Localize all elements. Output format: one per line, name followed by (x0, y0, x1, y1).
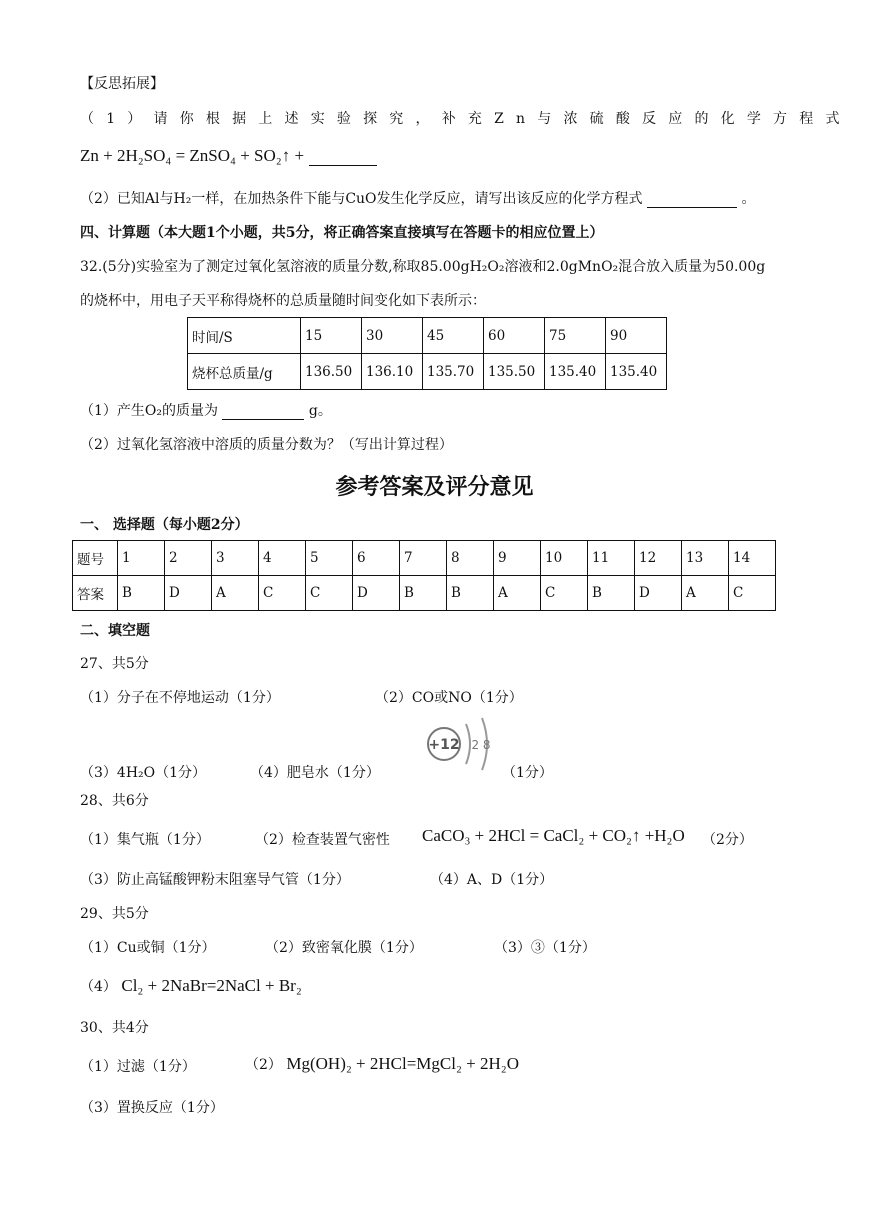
q28-1: （1）集气瓶（1分） (80, 832, 210, 848)
table-cell: 2 (165, 541, 212, 576)
answers-sec2-heading: 二、填空题 (80, 623, 150, 639)
answer-blank (309, 151, 377, 166)
table-cell: 9 (494, 541, 541, 576)
choice-answer-table (72, 540, 776, 611)
table-cell: 15 (301, 318, 362, 354)
table-header-mass: 烧杯总质量/g (188, 354, 301, 390)
q29-3: （3）③（1分） (494, 940, 596, 956)
table-cell: D (635, 576, 682, 611)
q30-3: （3）置换反应（1分） (80, 1100, 224, 1116)
q30-2-formula: Mg(OH)₂ + 2HCl=MgCl₂ + 2H₂O (286, 1054, 519, 1073)
table-cell: 3 (212, 541, 259, 576)
table-cell: 90 (606, 318, 667, 354)
table-cell: 1 (118, 541, 165, 576)
table-cell: B (447, 576, 494, 611)
mass-time-table (187, 317, 667, 390)
q30-2-label: （2） (245, 1057, 282, 1073)
table-header-answer: 答案 (73, 576, 118, 611)
table-cell: 30 (362, 318, 423, 354)
table-cell: 12 (635, 541, 682, 576)
table-cell: 7 (400, 541, 447, 576)
reflection-q2-line (80, 188, 755, 208)
table-cell: 135.50 (484, 354, 545, 390)
q29-4 (80, 976, 302, 996)
table-cell: C (541, 576, 588, 611)
table-cell: A (212, 576, 259, 611)
atom-nucleus: +12 (428, 737, 460, 753)
table-cell: 75 (545, 318, 606, 354)
table-header-time: 时间/S (188, 318, 301, 354)
q27-atom-score: （1分） (502, 765, 553, 781)
table-cell: 136.50 (301, 354, 362, 390)
q27-head: 27、共5分 (80, 656, 149, 672)
table-cell: 8 (447, 541, 494, 576)
table-cell: D (353, 576, 400, 611)
problem-line-2: 的烧杯中，用电子天平称得烧杯的总质量随时间变化如下表所示： (80, 293, 486, 309)
q30-2 (245, 1054, 519, 1074)
q28-4: （4）A、D（1分） (430, 872, 554, 888)
reflection-q2-end: 。 (741, 191, 756, 207)
table-cell: 5 (306, 541, 353, 576)
table-cell: 60 (484, 318, 545, 354)
section4-heading: 四、计算题（本大题1个小题，共5分，将正确答案直接填写在答题卡的相应位置上） (80, 225, 604, 241)
table-cell: 4 (259, 541, 306, 576)
q30-head: 30、共4分 (80, 1020, 149, 1036)
table-cell: 6 (353, 541, 400, 576)
section4-q1-pre: （1）产生O₂的质量为 (80, 403, 218, 419)
table-row (73, 541, 776, 576)
answers-title: 参考答案及评分意见 (335, 475, 534, 500)
table-row (73, 576, 776, 611)
answer-blank (647, 193, 737, 208)
table-cell: B (118, 576, 165, 611)
q27-3: （3）4H₂O（1分） (80, 765, 207, 781)
table-cell: 136.10 (362, 354, 423, 390)
table-cell: B (400, 576, 447, 611)
table-cell: 13 (682, 541, 729, 576)
q27-1: （1）分子在不停地运动（1分） (80, 690, 280, 706)
table-cell: 10 (541, 541, 588, 576)
reflection-q1-formula-line (80, 146, 377, 166)
problem-line-1: 32.(5分)实验室为了测定过氧化氢溶液的质量分数,称取85.00gH₂O₂溶液和2.0gMnO₂混合放入质量为50.00g (80, 259, 766, 275)
answers-sec1-heading: 一、 选择题（每小题2分） (80, 517, 249, 533)
table-row (188, 354, 667, 390)
q29-4-formula: Cl₂ + 2NaBr=2NaCl + Br₂ (121, 976, 302, 995)
section4-q1-post: g。 (308, 403, 332, 419)
table-cell: C (259, 576, 306, 611)
q28-head: 28、共6分 (80, 793, 149, 809)
section4-q1 (80, 400, 332, 420)
table-header-number: 题号 (73, 541, 118, 576)
q28-score: （2分） (702, 832, 753, 848)
table-cell: 135.40 (606, 354, 667, 390)
reflection-q2-text: （2）已知Al与H₂一样，在加热条件下能与CuO发生化学反应，请写出该反应的化学方程式 (80, 191, 643, 207)
magnesium-atom-diagram-icon (424, 716, 504, 776)
q29-2: （2）致密氧化膜（1分） (265, 940, 423, 956)
reflection-q1-text: （1）请你根据上述实验探究，补充Zn与浓硫酸反应的化学方程式 (80, 111, 852, 127)
table-cell: 14 (729, 541, 776, 576)
table-cell: 11 (588, 541, 635, 576)
q28-formula: CaCO₃ + 2HCl = CaCl₂ + CO₂↑ +H₂O (422, 826, 685, 845)
table-cell: D (165, 576, 212, 611)
table-cell: B (588, 576, 635, 611)
table-cell: 45 (423, 318, 484, 354)
q27-2: （2）CO或NO（1分） (375, 690, 523, 706)
section4-q2: （2）过氧化氢溶液中溶质的质量分数为？（写出计算过程） (80, 437, 453, 453)
table-cell: 135.70 (423, 354, 484, 390)
q30-1: （1）过滤（1分） (80, 1059, 196, 1075)
answer-blank (222, 405, 304, 420)
table-cell: A (494, 576, 541, 611)
atom-shells: 2 8 (471, 738, 491, 752)
zn-h2so4-formula: Zn + 2H₂SO₄ = ZnSO₄ + SO₂↑ + (80, 146, 305, 165)
table-cell: C (306, 576, 353, 611)
table-row (188, 318, 667, 354)
q29-4-label: （4） (80, 979, 117, 995)
q29-head: 29、共5分 (80, 906, 149, 922)
reflection-heading: 【反思拓展】 (80, 76, 164, 92)
q28-2: （2）检查装置气密性 (255, 832, 390, 848)
table-cell: C (729, 576, 776, 611)
table-cell: A (682, 576, 729, 611)
table-cell: 135.40 (545, 354, 606, 390)
q27-4: （4）肥皂水（1分） (250, 765, 380, 781)
q29-1: （1）Cu或铜（1分） (80, 940, 216, 956)
q28-3: （3）防止高锰酸钾粉末阻塞导气管（1分） (80, 872, 350, 888)
